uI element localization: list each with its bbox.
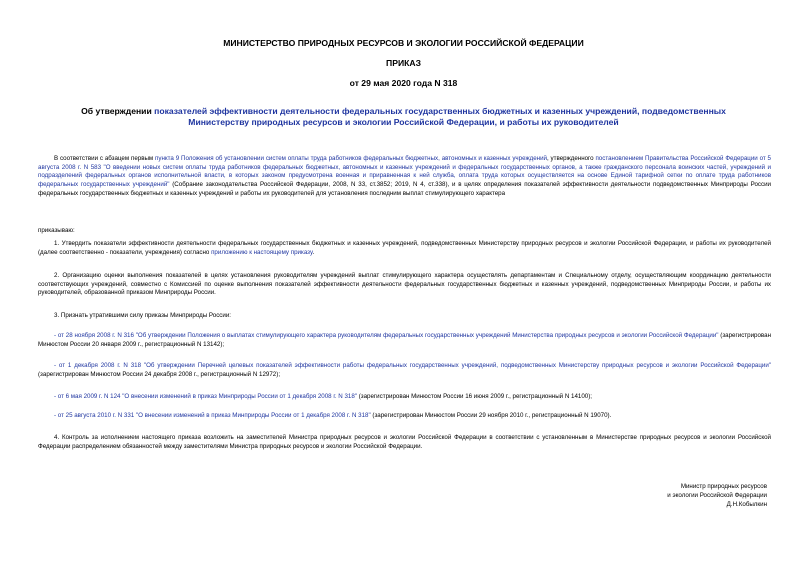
preamble-paragraph	[38, 155, 771, 199]
signature-block	[667, 483, 767, 509]
document-type: ПРИКАЗ	[386, 58, 421, 68]
repealed-order-2-link[interactable]: - от 1 декабря 2008 г. N 318 "Об утверждении Перечней целевых показателей эффективности работы федеральных государственных учреждений, подведомственных Министерству природных ресурсов и экологии Российской Федерации"	[54, 362, 771, 369]
ministry-title: МИНИСТЕРСТВО ПРИРОДНЫХ РЕСУРСОВ И ЭКОЛОГИИ РОССИЙСКОЙ ФЕДЕРАЦИИ	[223, 38, 584, 48]
subject-prefix: Об утверждении	[81, 106, 155, 116]
signatory-name: Д.Н.Кобылкин	[726, 500, 767, 508]
subject-link[interactable]: показателей эффективности деятельности федеральных государственных бюджетных и казенных учреждений, подведомственных Министерству природных ресурсов и экологии Российской Федерации, и работы их руководителей	[154, 106, 726, 127]
repealed-order-1-link[interactable]: - от 28 ноября 2008 г. N 316 "Об утверждении Положения о выплатах стимулирующего характера руководителям федеральных государственных учреждений Министерства природных ресурсов и экологии Российской Федерации"	[54, 332, 719, 339]
preamble-link-decree[interactable]: постановлением Правительства Российской Федерации от 5 августа 2008 г. N 583 "О введении новых систем оплаты труда работников федеральных бюджетных, автономных и казенных учреждений и федеральных государственных органов, а также гражданского персонала воинских частей, учреждений и подразделений федеральных органов исполнительной власти, в которых законом предусмотрена военная и приравненная к ней служба, оплата труда которых осуществляется на основе Единой тарифной сетки по оплате труда работников федеральных государственных учреждений"	[38, 155, 772, 189]
repealed-order-1	[38, 332, 771, 349]
document-date-number: от 29 мая 2020 года N 318	[349, 78, 458, 88]
preamble-text-c: (Собрание законодательства Российской Федерации, 2008, N 33, ст.3852; 2019, N 4, ст.338), и в целях определения показателей эффективности деятельности подведомственных Минприроды России федеральных государственных бюджетных и казенных учреждений и работы их руководителей для установления последним выплат стимулирующего характера	[38, 181, 772, 197]
clause-2: 2. Организацию оценки выполнения показателей в целях установления руководителям учреждений выплат стимулирующего характера осуществлять департаментам и Специальному отделу, осуществляющим координацию деятельности соответствующих учреждений, совместно с Комиссией по оценке выполнения показателей эффективности деятельности федеральных государственных бюджетных и казенных учреждений, подведомственных Минприроды России, и работы их руководителей, образованной приказом Минприроды России.	[38, 272, 771, 297]
clause-1	[38, 240, 771, 257]
repealed-order-4-link[interactable]: - от 25 августа 2010 г. N 331 "О внесении изменений в приказ Минприроды России от 1 декабря 2008 г. N 318"	[54, 412, 371, 419]
repealed-order-3	[38, 393, 771, 402]
repealed-order-3-link[interactable]: - от 6 мая 2009 г. N 124 "О внесении изменений в приказ Минприроды России от 1 декабря 2008 г. N 318"	[54, 393, 357, 400]
clause-3: 3. Признать утратившими силу приказы Минприроды России:	[54, 312, 232, 319]
repealed-order-1-registration: (зарегистрирован Минюстом России 20 января 2009 г., регистрационный N 13142);	[38, 332, 771, 348]
repealed-order-4	[38, 412, 771, 421]
repealed-order-3-registration: (зарегистрирован Минюстом России 16 июня 2009 г., регистрационный N 14100);	[356, 393, 592, 400]
preamble-link-regulation[interactable]: пункта 9 Положения об установлении систем оплаты труда работников федеральных бюджетных, автономных и казенных учреждений	[155, 155, 547, 162]
signatory-title-line-1: Министр природных ресурсов	[680, 483, 767, 490]
preamble-text-a: В соответствии с абзацем первым	[54, 155, 156, 162]
preamble-text-b: , утвержденного	[547, 155, 596, 162]
clause-1-text: 1. Утвердить показатели эффективности деятельности федеральных государственных бюджетных и казенных учреждений, подведомственных Министерству природных ресурсов и экологии Российской Федерации, и работы их руководителей (далее соответственно - показатели, учреждения) согласно	[38, 240, 771, 256]
repealed-order-2-registration: (зарегистрирован Минюстом России 24 декабря 2008 г., регистрационный N 12972);	[38, 370, 281, 378]
repealed-order-4-registration: (зарегистрирован Минюстом России 29 ноября 2010 г., регистрационный N 19070).	[370, 412, 612, 419]
clause-1-end: .	[312, 248, 315, 256]
appendix-link[interactable]: приложению к настоящему приказу	[211, 248, 313, 256]
document-subject	[54, 106, 753, 128]
signatory-title-line-2: и экологии Российской Федерации	[667, 491, 767, 499]
repealed-order-2	[38, 362, 771, 379]
order-word: приказываю:	[38, 227, 75, 234]
clause-4: 4. Контроль за исполнением настоящего приказа возложить на заместителей Министра природных ресурсов и экологии Российской Федерации в соответствии с установленным в Министерстве природных ресурсов и экологии Российской Федерации распределением обязанностей между заместителями Министра природных ресурсов и экологии Российской Федерации.	[38, 434, 771, 450]
